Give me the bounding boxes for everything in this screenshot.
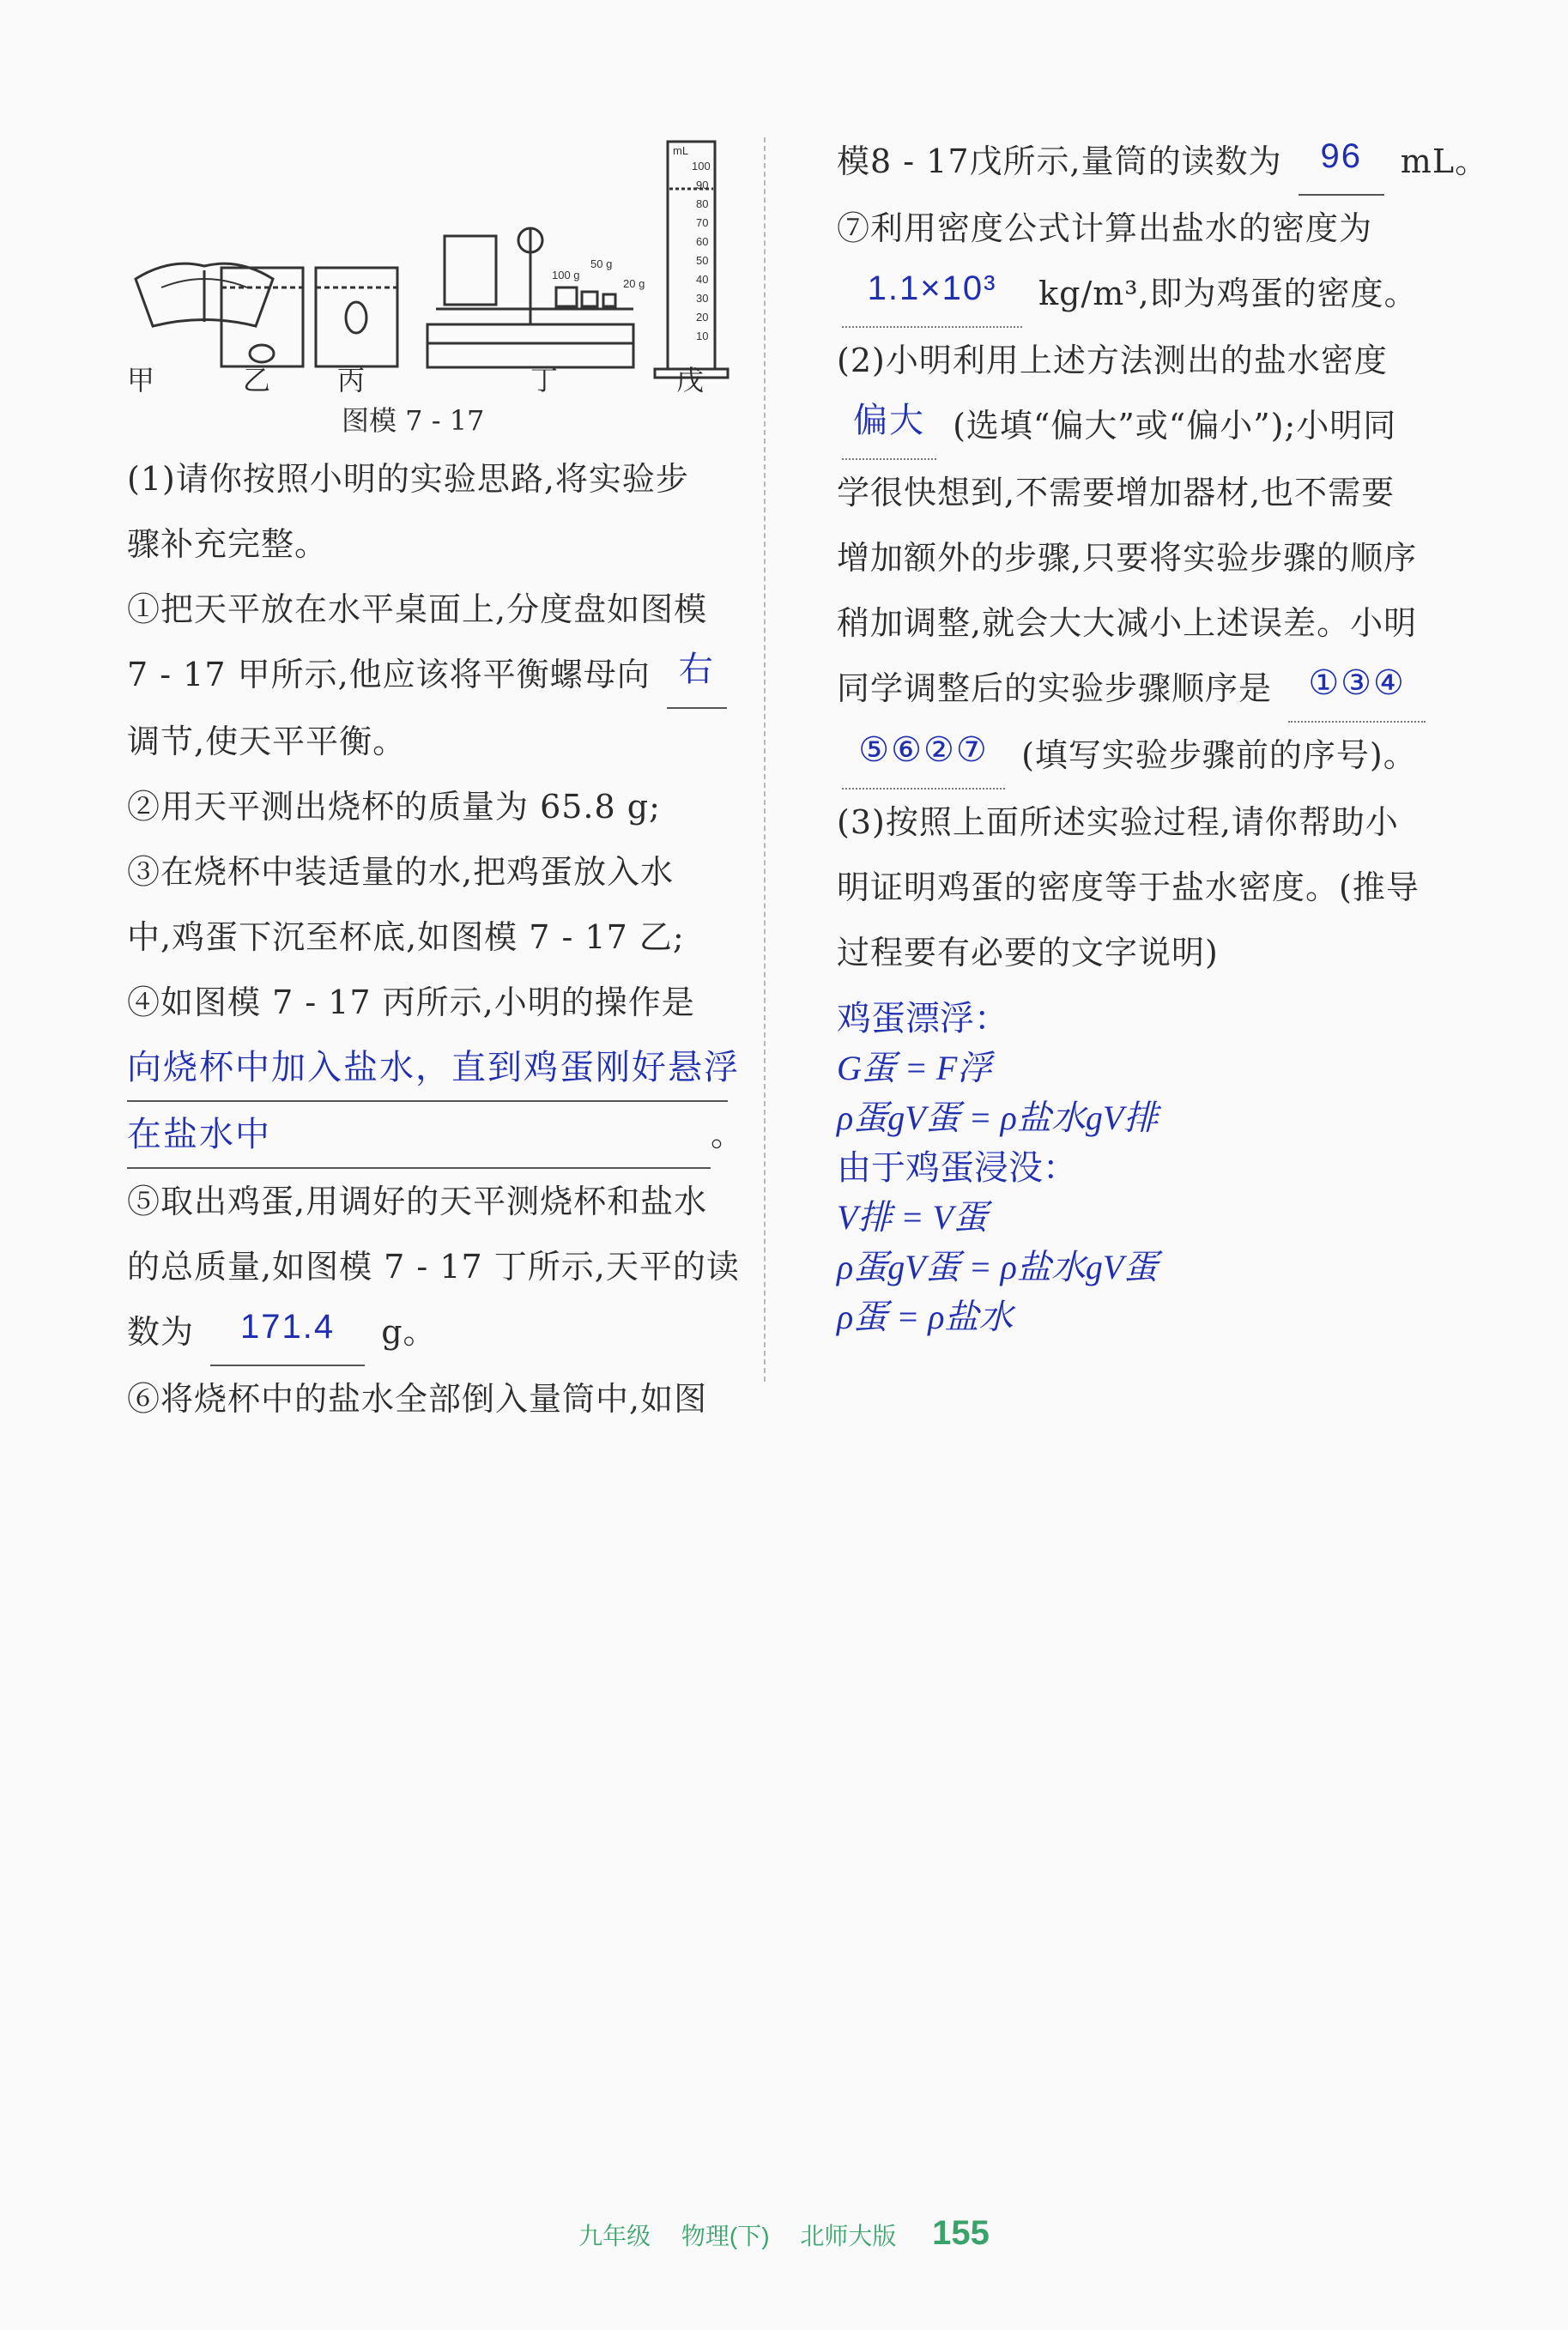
step-7-line-2 bbox=[837, 261, 1455, 328]
answer-blank-volume bbox=[1299, 129, 1384, 196]
derivation-line-1: 鸡蛋漂浮： bbox=[837, 1000, 1008, 1038]
step-1-line-3: 调节,使天平平衡。 bbox=[127, 723, 407, 760]
footer-edition: 北师大版 bbox=[800, 2223, 897, 2249]
cylinder-unit-label: mL bbox=[673, 144, 689, 157]
step-4-end: 。 bbox=[711, 1116, 745, 1153]
answer-density: 1.1×10³ bbox=[867, 269, 997, 307]
apparatus-illustration bbox=[127, 129, 736, 395]
derivation-line-4: 由于鸡蛋浸没： bbox=[837, 1149, 1077, 1187]
answer-bias: 偏大 bbox=[853, 402, 925, 439]
derivation-line-3: ρ蛋gV蛋 = ρ盐水gV排 bbox=[837, 1098, 1159, 1137]
cylinder-tick-50: 50 bbox=[696, 254, 709, 267]
answer-blank-mass bbox=[210, 1299, 365, 1366]
step-5-text-b: g。 bbox=[381, 1313, 437, 1351]
answer-blank-bias bbox=[842, 393, 936, 460]
step-7-text: kg/m³,即为鸡蛋的密度。 bbox=[1038, 275, 1418, 312]
answer-operation-part-1: 向烧杯中加入盐水，直到鸡蛋刚好悬浮 bbox=[127, 1049, 740, 1086]
derivation-line-7: ρ蛋 = ρ盐水 bbox=[837, 1298, 1014, 1336]
answer-mass: 171.4 bbox=[240, 1308, 336, 1346]
answer-operation-part-2: 在盐水中 bbox=[127, 1116, 271, 1153]
step-3-line-2: 中,鸡蛋下沉至杯底,如图模 7 - 17 乙; bbox=[127, 918, 685, 956]
step-7-line-1: ⑦利用密度公式计算出盐水的密度为 bbox=[837, 209, 1373, 247]
derivation-line-2: G蛋 = F浮 bbox=[837, 1049, 992, 1087]
question-2-line-7 bbox=[837, 723, 1455, 790]
step-6-text-a: 模8 - 17戊所示,量筒的读数为 bbox=[837, 142, 1282, 180]
right-column bbox=[837, 129, 1489, 1342]
question-2-order-text: 同学调整后的实验步骤顺序是 bbox=[837, 669, 1273, 707]
cylinder-tick-70: 70 bbox=[696, 216, 709, 229]
question-2-end-text: (填写实验步骤前的序号)。 bbox=[1021, 736, 1417, 774]
page-number: 155 bbox=[932, 2214, 990, 2252]
cylinder-tick-20: 20 bbox=[696, 311, 709, 324]
figure-label-yi: 乙 bbox=[243, 364, 271, 396]
question-2-line-3: 学很快想到,不需要增加器材,也不需要 bbox=[837, 474, 1395, 511]
beaker-suspended-egg-figure bbox=[316, 268, 397, 366]
question-2-line-6 bbox=[837, 656, 1455, 723]
answer-blank-order-1 bbox=[1288, 656, 1426, 723]
answer-volume: 96 bbox=[1320, 137, 1362, 175]
step-4-answer-line-1 bbox=[127, 1035, 740, 1102]
figure-7-17 bbox=[127, 129, 736, 446]
footer-grade: 九年级 bbox=[578, 2223, 651, 2249]
figure-label-jia: 甲 bbox=[127, 364, 155, 396]
step-6-text-b: mL。 bbox=[1400, 142, 1489, 180]
step-1-line-2 bbox=[127, 642, 736, 709]
question-2-text: (选填“偏大”或“偏小”);小明同 bbox=[953, 407, 1397, 445]
column-divider bbox=[764, 137, 766, 1382]
step-3-line-1: ③在烧杯中装适量的水,把鸡蛋放入水 bbox=[127, 853, 675, 891]
question-2-line-2 bbox=[837, 393, 1455, 460]
step-1-text: 7 - 17 甲所示,他应该将平衡螺母向 bbox=[127, 656, 651, 693]
footer-subject: 物理(下) bbox=[681, 2223, 770, 2249]
derivation-line-6: ρ蛋gV蛋 = ρ盐水gV蛋 bbox=[837, 1248, 1159, 1286]
answer-direction: 右 bbox=[678, 651, 715, 688]
derivation-line-5: V排 = V蛋 bbox=[837, 1198, 988, 1237]
cylinder-tick-10: 10 bbox=[696, 330, 709, 342]
step-5-line-2: 的总质量,如图模 7 - 17 丁所示,天平的读 bbox=[127, 1248, 740, 1286]
balance-dial-figure bbox=[136, 263, 273, 326]
balance-figure bbox=[427, 227, 633, 367]
figure-label-wu: 戊 bbox=[676, 364, 705, 396]
figure-label-bing: 丙 bbox=[337, 364, 366, 396]
cylinder-tick-40: 40 bbox=[696, 273, 709, 286]
step-4-line-1: ④如图模 7 - 17 丙所示,小明的操作是 bbox=[127, 983, 695, 1021]
cylinder-tick-80: 80 bbox=[696, 197, 709, 210]
page-footer bbox=[0, 2214, 1568, 2253]
weight-label-20g: 20 g bbox=[623, 277, 645, 290]
weight-label-100g: 100 g bbox=[552, 269, 580, 281]
step-5-line-1: ⑤取出鸡蛋,用调好的天平测烧杯和盐水 bbox=[127, 1183, 708, 1220]
graduated-cylinder-figure bbox=[655, 142, 728, 378]
step-6-line-1: ⑥将烧杯中的盐水全部倒入量筒中,如图 bbox=[127, 1380, 708, 1418]
derivation bbox=[837, 994, 1455, 1342]
step-5-line-3 bbox=[127, 1299, 736, 1366]
answer-blank-density bbox=[842, 261, 1022, 328]
answer-blank-operation bbox=[127, 1102, 711, 1169]
cylinder-tick-60: 60 bbox=[696, 235, 709, 248]
answer-blank-direction bbox=[667, 642, 727, 709]
question-2-line-4: 增加额外的步骤,只要将实验步骤的顺序 bbox=[837, 539, 1418, 577]
question-2-line-5: 稍加调整,就会大大减小上述误差。小明 bbox=[837, 604, 1418, 642]
answer-blank-order-2 bbox=[842, 723, 1005, 790]
step-6-line-2 bbox=[837, 129, 1489, 196]
answer-order-part-1: ①③④ bbox=[1308, 664, 1406, 702]
answer-order-part-2: ⑤⑥②⑦ bbox=[858, 731, 989, 769]
weight-label-50g: 50 g bbox=[590, 257, 613, 270]
figure-caption: 图模 7 - 17 bbox=[342, 404, 485, 437]
cylinder-tick-90: 90 bbox=[696, 179, 709, 191]
question-2-line-1: (2)小明利用上述方法测出的盐水密度 bbox=[837, 342, 1388, 379]
question-1-line-1: (1)请你按照小明的实验思路,将实验步 bbox=[127, 460, 689, 498]
question-3-line-1: (3)按照上面所述实验过程,请你帮助小 bbox=[837, 803, 1399, 841]
figure-label-ding: 丁 bbox=[530, 364, 559, 396]
step-1-line-1: ①把天平放在水平桌面上,分度盘如图模 bbox=[127, 590, 708, 628]
step-5-text-a: 数为 bbox=[127, 1313, 195, 1351]
question-3-line-2: 明证明鸡蛋的密度等于盐水密度。(推导 bbox=[837, 868, 1420, 906]
cylinder-tick-30: 30 bbox=[696, 292, 709, 305]
cylinder-tick-100: 100 bbox=[692, 160, 711, 172]
question-3-line-3: 过程要有必要的文字说明) bbox=[837, 934, 1219, 971]
step-2: ②用天平测出烧杯的质量为 65.8 g; bbox=[127, 788, 661, 826]
step-4-answer-line-2 bbox=[127, 1102, 745, 1169]
question-1-line-2: 骤补充完整。 bbox=[127, 525, 329, 563]
left-column bbox=[127, 129, 745, 1431]
